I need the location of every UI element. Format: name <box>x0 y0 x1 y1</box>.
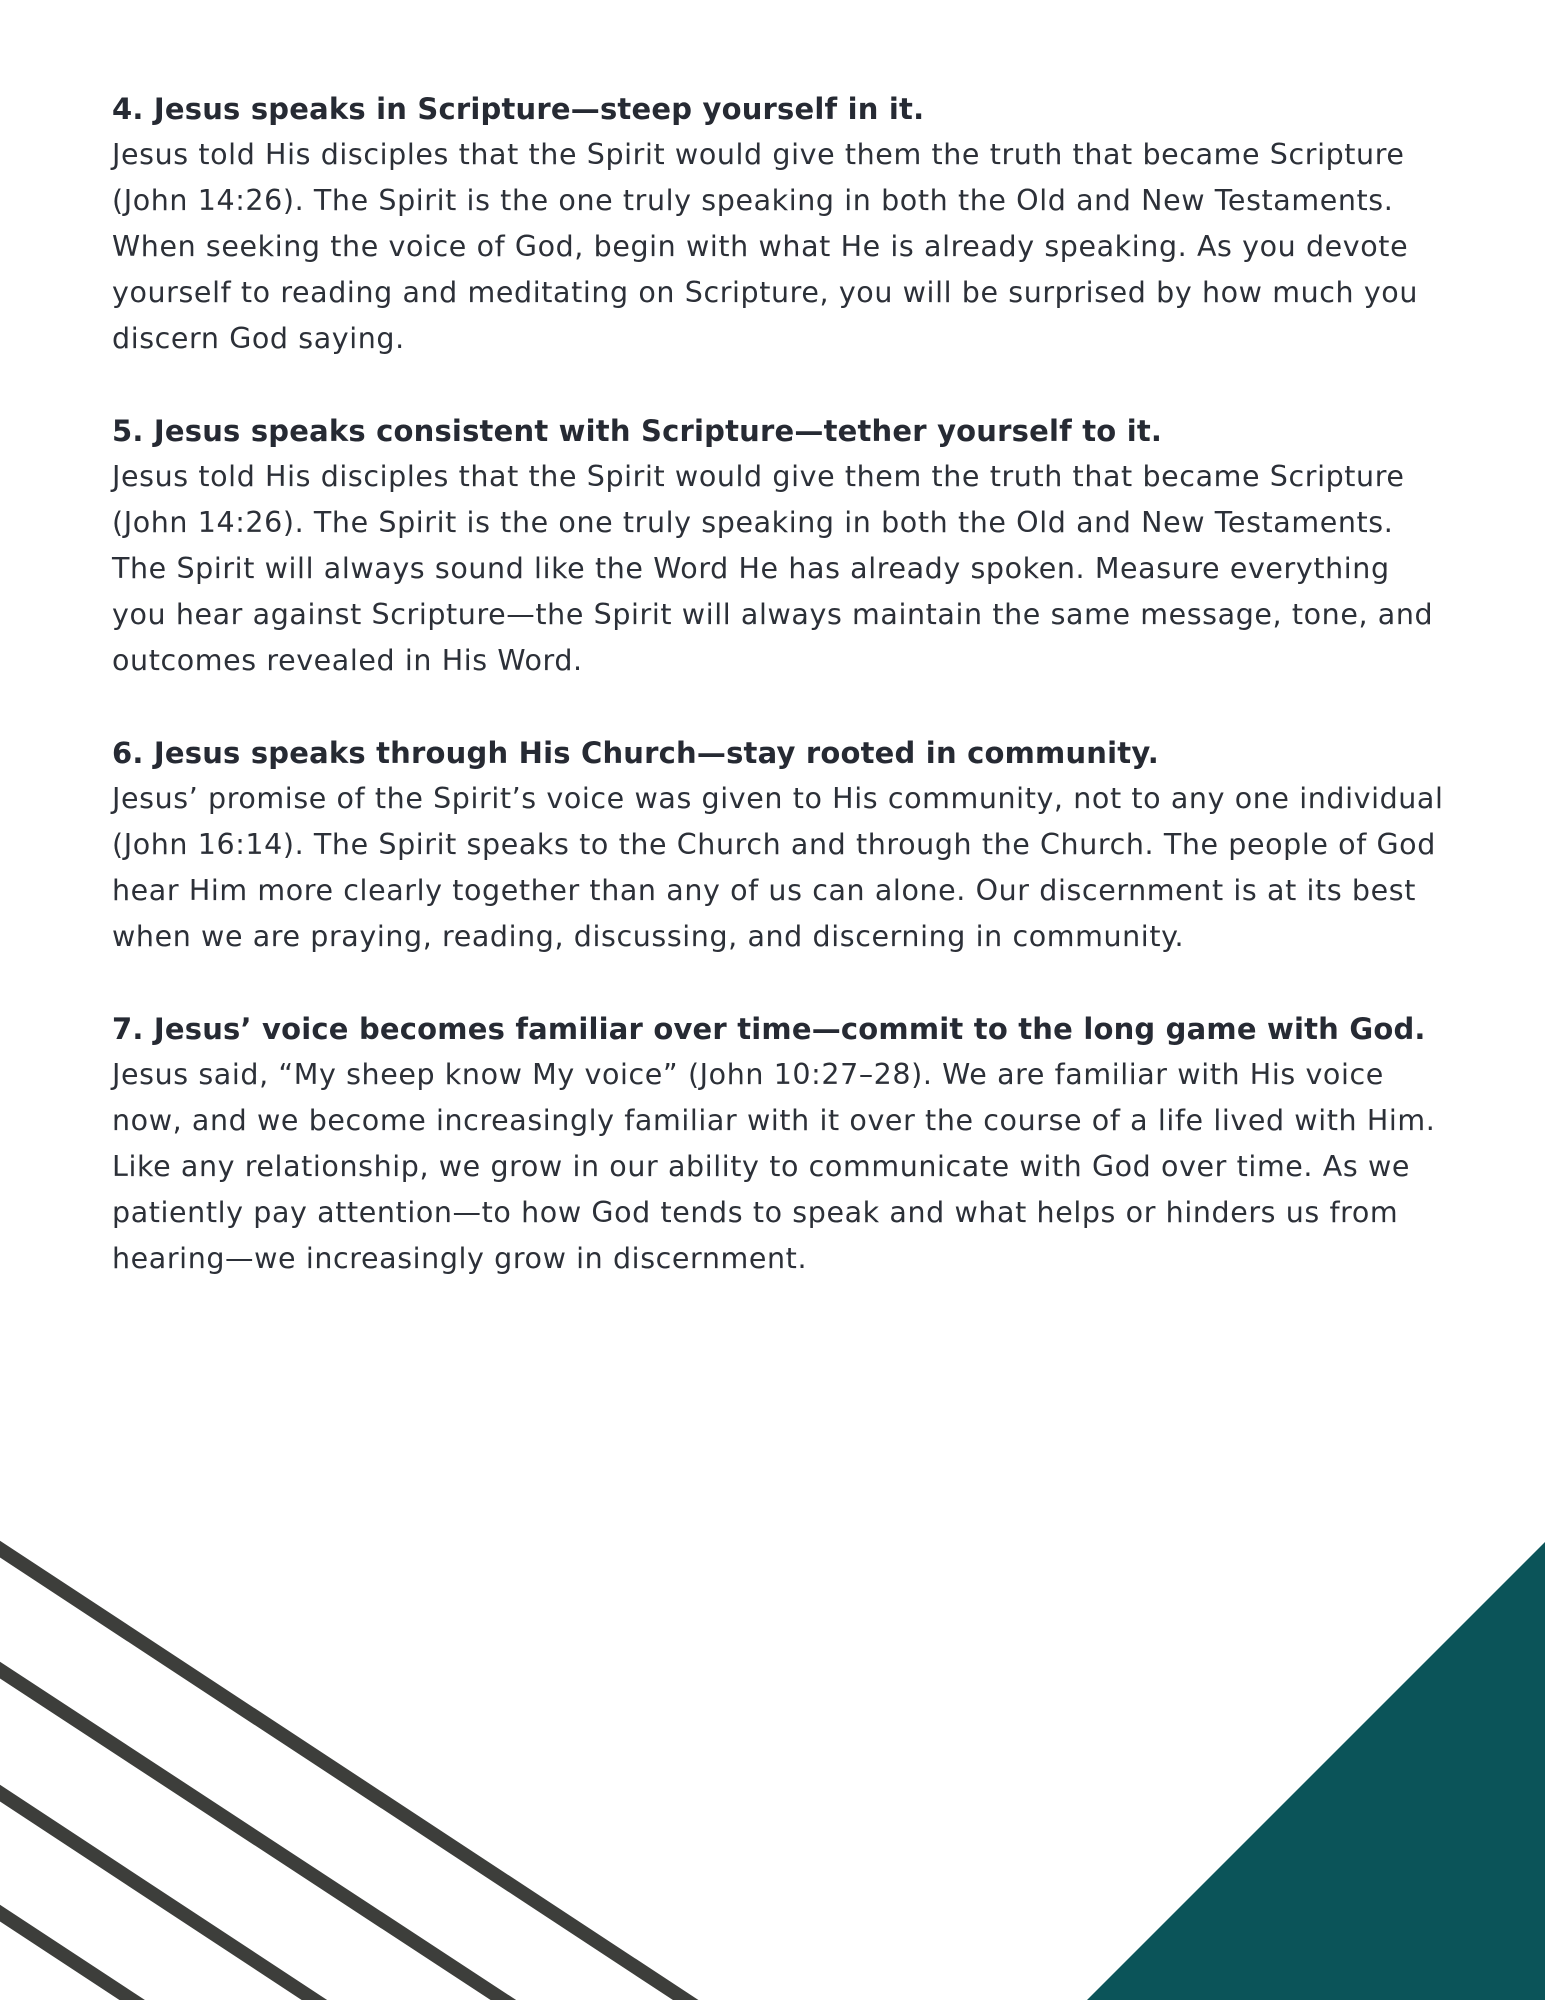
corner-triangle <box>1087 1542 1545 2000</box>
diagonal-stripes <box>0 1536 710 2000</box>
section-heading: 6. Jesus speaks through His Church—stay rooted in community. <box>112 736 1159 770</box>
section-heading: 7. Jesus’ voice becomes familiar over time—commit to the long game with God. <box>112 1012 1426 1046</box>
stripe <box>0 1900 190 2000</box>
stripe <box>0 1657 540 2000</box>
document-body <box>112 86 1447 1328</box>
section-5 <box>112 408 1447 684</box>
section-heading: 5. Jesus speaks consistent with Scripture—tether yourself to it. <box>112 414 1163 448</box>
stripe <box>0 1536 710 2000</box>
section-body: Jesus’ promise of the Spirit’s voice was given to His community, not to any one individual (John 16:14). The Spirit speaks to the Church and through the Church. The people of God hear Him more clearly together than any of us can alone. Our discernment is at its best when we are praying, reading, discussing, and discerning in community. <box>112 782 1444 953</box>
stripe <box>0 1780 360 2000</box>
section-4 <box>112 86 1447 362</box>
section-body: Jesus told His disciples that the Spirit would give them the truth that became Scripture (John 14:26). The Spirit is the one truly speaking in both the Old and New Testaments. When seeking the voice of God, begin with what He is already speaking. As you devote yourself to reading and meditating on Scripture, you will be surprised by how much you discern God saying. <box>112 138 1419 355</box>
decorative-footer <box>0 1500 1545 2000</box>
section-6 <box>112 730 1447 960</box>
section-heading: 4. Jesus speaks in Scripture—steep yourself in it. <box>112 92 925 126</box>
section-body: Jesus said, “My sheep know My voice” (John 10:27–28). We are familiar with His voice now, and we become increasingly familiar with it over the course of a life lived with Him. Like any relationship, we grow in our ability to communicate with God over time. As we patiently pay attention—to how God tends to speak and what helps or hinders us from hearing—we increasingly grow in discernment. <box>112 1058 1436 1275</box>
section-body: Jesus told His disciples that the Spirit would give them the truth that became Scripture (John 14:26). The Spirit is the one truly speaking in both the Old and New Testaments. The Spirit will always sound like the Word He has already spoken. Measure everything you hear against Scripture—the Spirit will always maintain the same message, tone, and outcomes revealed in His Word. <box>112 460 1434 677</box>
section-7 <box>112 1006 1447 1282</box>
